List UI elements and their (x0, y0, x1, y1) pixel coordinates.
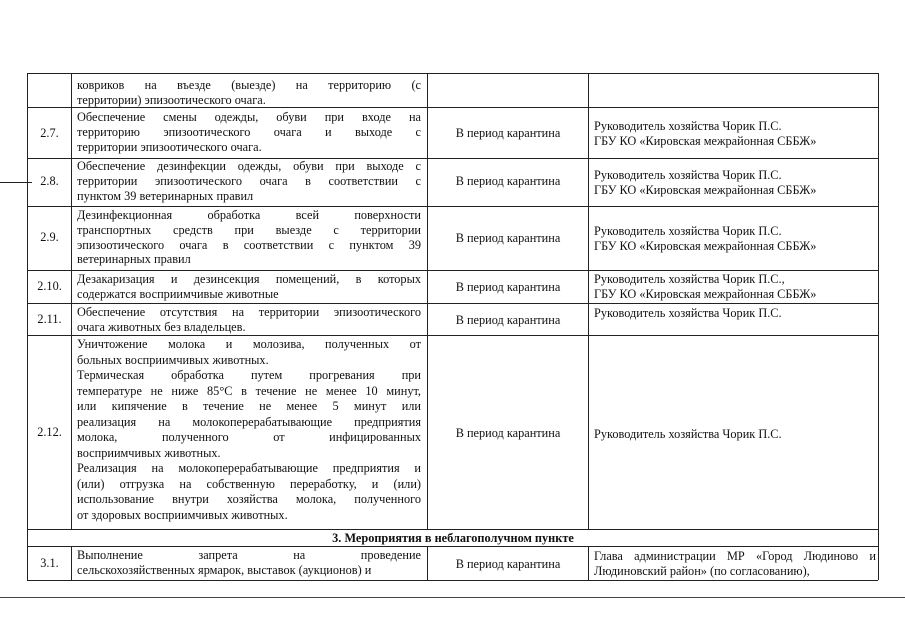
row-responsible: Руководитель хозяйства Чорик П.С., ГБУ КО «Кировская межрайонная СББЖ» (594, 272, 817, 301)
row-responsible: Руководитель хозяйства Чорик П.С. ГБУ КО «Кировская межрайонная СББЖ» (594, 224, 817, 253)
page-bottom-line (0, 597, 905, 598)
row-description: Обеспечение смены одежды, обуви при входе на территорию эпизоотического очага и выходе с территории эпизоотического очага. (77, 110, 421, 154)
row-responsible: Руководитель хозяйства Чорик П.С. (594, 427, 782, 441)
row-number: 2.10. (37, 279, 62, 293)
table-right-border (878, 73, 879, 580)
row-period: В период карантина (455, 426, 561, 440)
row-responsible: Глава администрации МР «Город Людиново и Людиновский район» (по согласованию), (594, 549, 876, 578)
row-period: В период карантина (455, 280, 561, 294)
row-description: Дезинфекционная обработка всей поверхности транспортных средств при выезде с территории эпизоотического очага в соответствии с пунктом 39 ветеринарных правил (77, 208, 421, 267)
row-description: территории) эпизоотического очага. (77, 93, 266, 107)
row-number: 3.1. (40, 556, 59, 570)
row-number: 2.7. (40, 126, 59, 140)
row-period: В период карантина (455, 557, 561, 571)
row-period: В период карантина (455, 174, 561, 188)
row-divider (27, 546, 878, 547)
column-divider (71, 546, 72, 580)
column-divider (588, 546, 589, 580)
row-period: В период карантина (455, 313, 561, 327)
row-description: Выполнение запрета на проведение сельскохозяйственных ярмарок, выставок (аукционов) и (77, 548, 421, 577)
row-number: 2.11. (37, 312, 62, 326)
row-period: В период карантина (455, 231, 561, 245)
row-description: Дезакаризация и дезинсекция помещений, в которых содержатся восприимчивые животные (77, 272, 421, 301)
row-number: 2.8. (40, 174, 59, 188)
row-divider (27, 529, 878, 530)
row-responsible: Руководитель хозяйства Чорик П.С. (594, 306, 782, 320)
row-number: 2.12. (37, 425, 62, 439)
column-divider (427, 73, 428, 529)
table-top-border (27, 73, 878, 74)
row-period: В период карантина (455, 126, 561, 140)
row-responsible: Руководитель хозяйства Чорик П.С. ГБУ КО «Кировская межрайонная СББЖ» (594, 119, 817, 148)
row-divider (27, 270, 878, 271)
column-divider (71, 73, 72, 529)
section-header: 3. Мероприятия в неблагополучном пункте (332, 531, 574, 545)
row-description: Уничтожение молока и молозива, полученных от больных восприимчивых животных. Термическая обработка путем прогревания при температуре не ниже 85°С в течение не менее 10 минут, или кипячение в течение не менее 5 минут или реализация на молокоперерабатывающие предприятия молока, полученного от инфицированных восприимчивых животных. Реализация на молокоперерабатывающие предприятия и (или) отгрузка на собственную переработку, и (или) использование внутри хозяйства молока, полученного от здоровых восприимчивых животных. (77, 337, 421, 522)
row-number: 2.9. (40, 230, 59, 244)
row-description: Обеспечение дезинфекции одежды, обуви при выходе с территории эпизоотического очага в соответствии с пунктом 39 ветеринарных правил (77, 159, 421, 203)
row-description: ковриков на въезде (выезде) на территорию (с (77, 78, 421, 92)
row-divider (27, 206, 878, 207)
column-divider (588, 73, 589, 529)
row-description: Обеспечение отсутствия на территории эпизоотического очага животных без владельцев. (77, 305, 421, 334)
row-divider (27, 335, 878, 336)
row-divider (27, 303, 878, 304)
table-bottom-border (27, 580, 878, 581)
row-responsible: Руководитель хозяйства Чорик П.С. ГБУ КО «Кировская межрайонная СББЖ» (594, 168, 817, 197)
